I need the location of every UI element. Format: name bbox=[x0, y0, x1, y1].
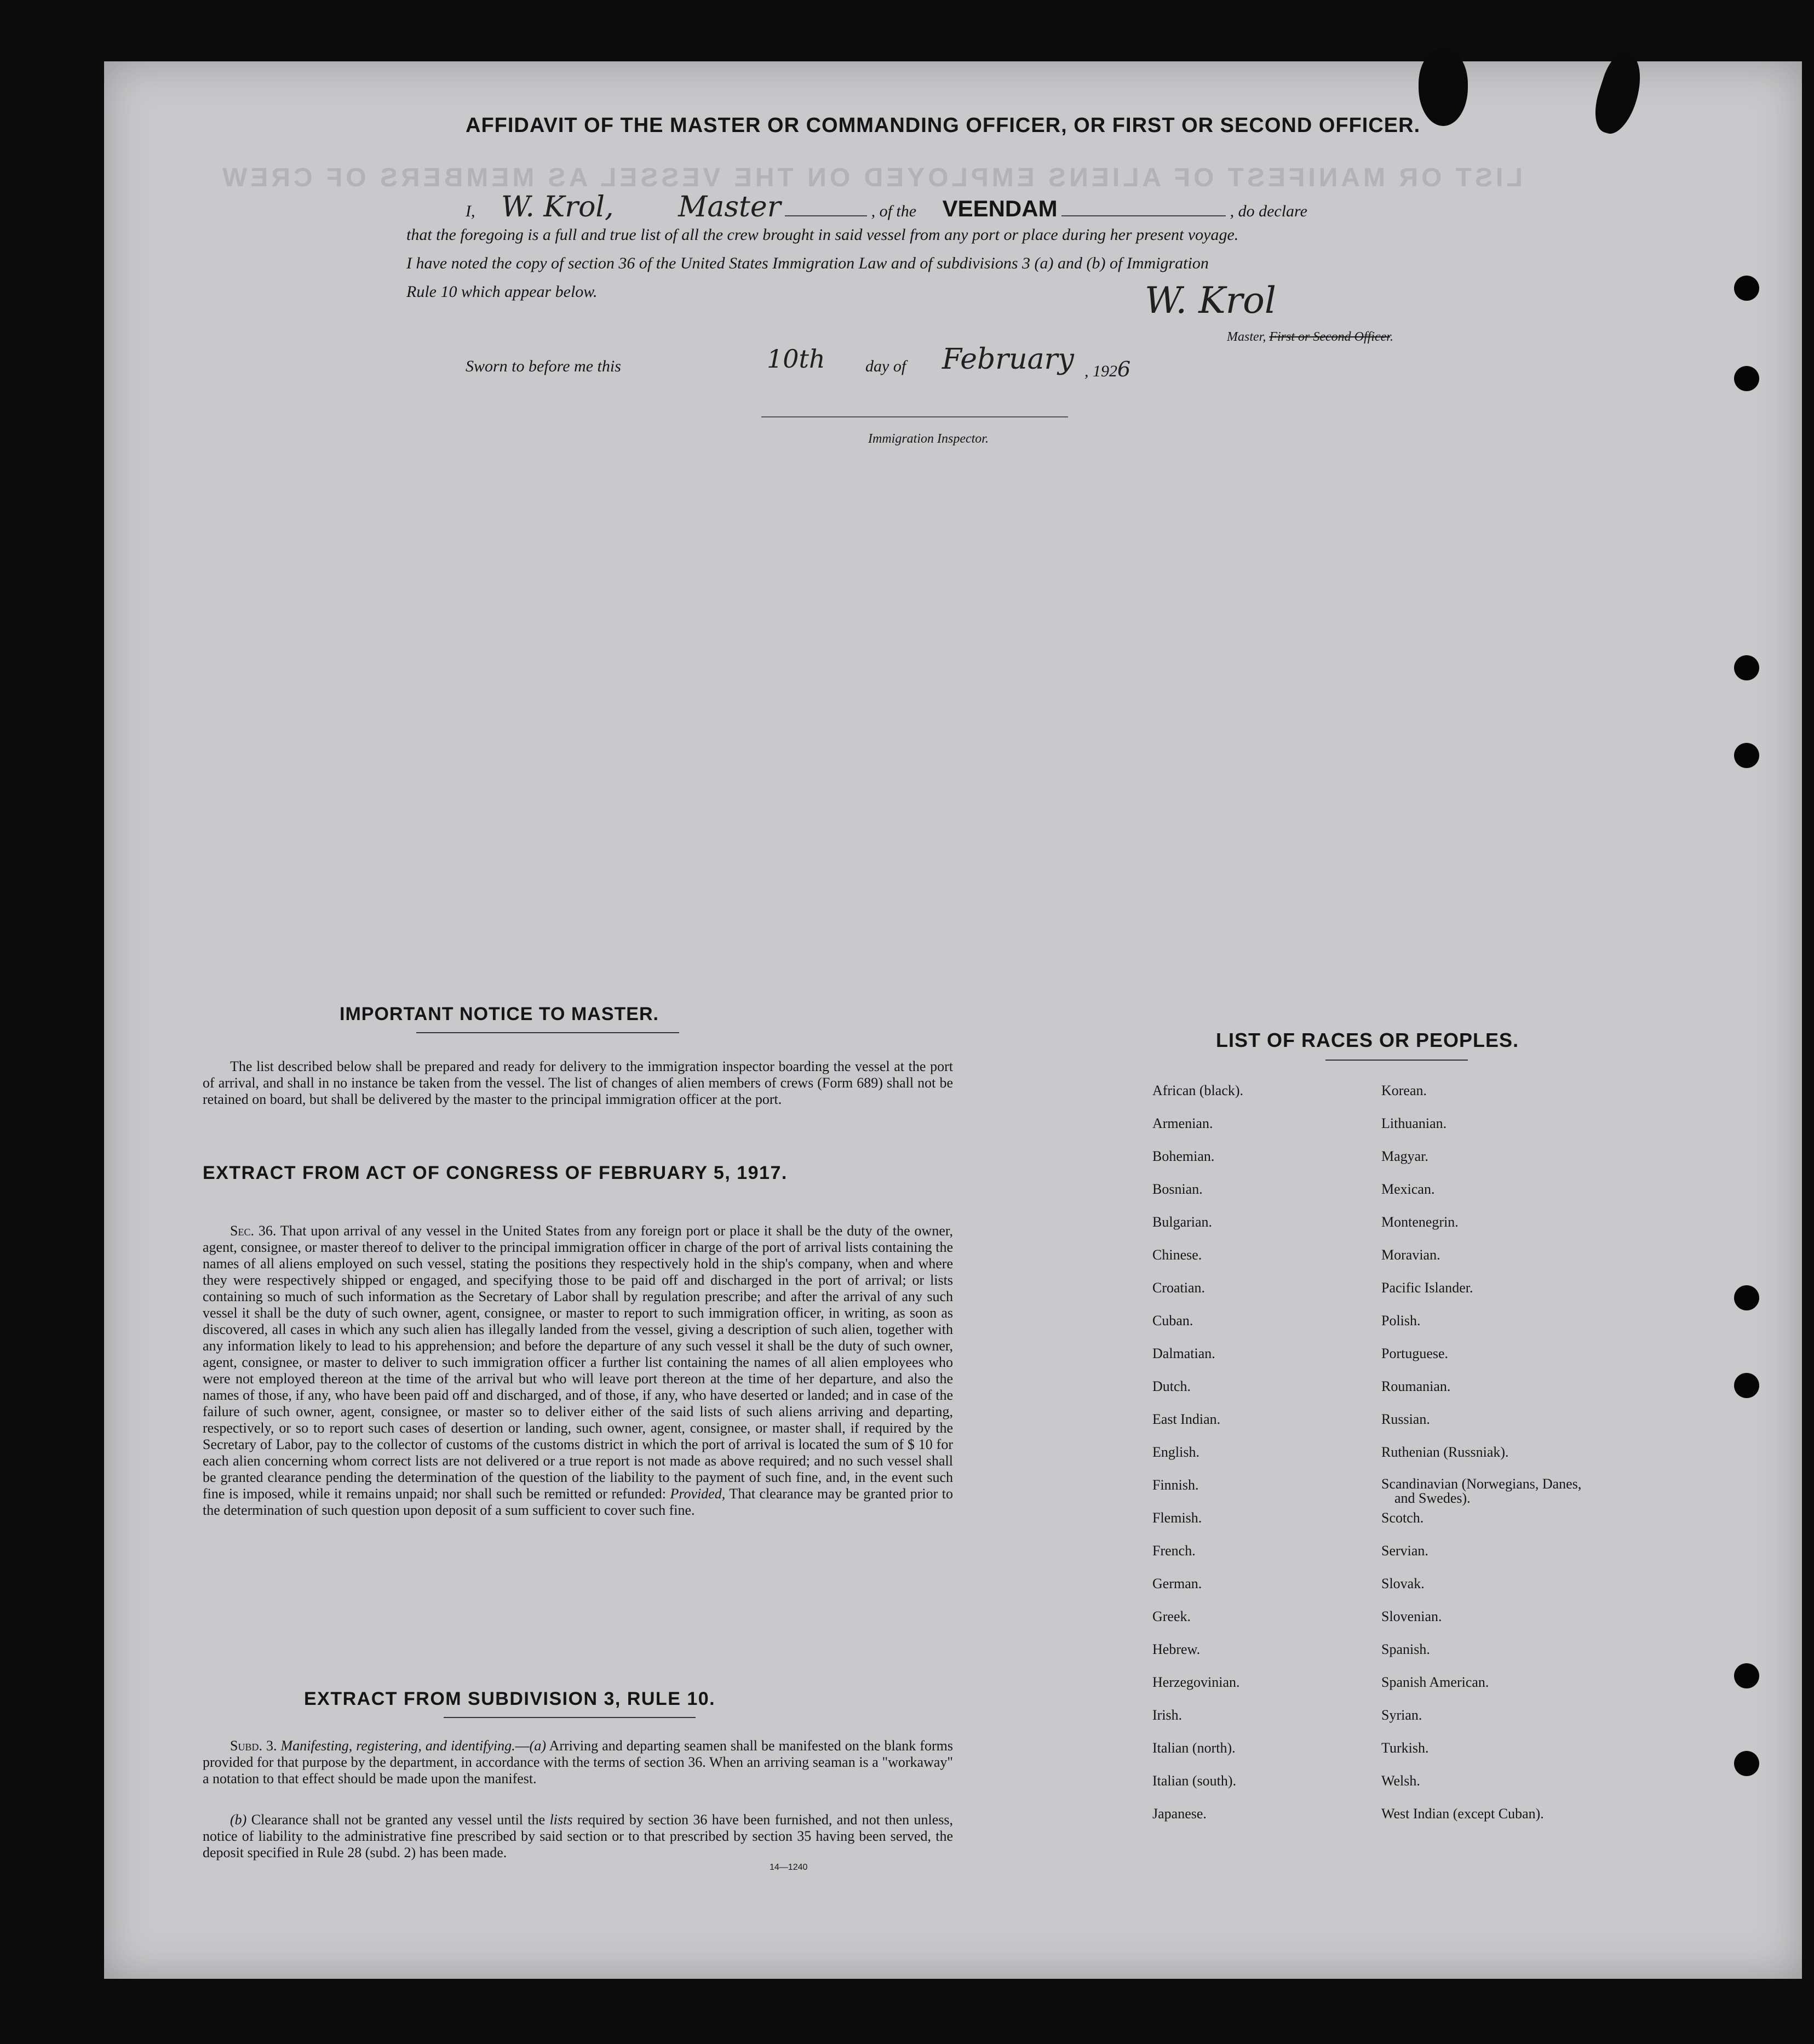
subd-label: Subd. 3. bbox=[230, 1738, 277, 1754]
race-item: Spanish. bbox=[1381, 1641, 1430, 1657]
race-item: Dutch. bbox=[1152, 1378, 1191, 1394]
race-item: Slovenian. bbox=[1381, 1608, 1442, 1624]
race-item: French. bbox=[1152, 1543, 1196, 1559]
race-item: Armenian. bbox=[1152, 1115, 1213, 1131]
vessel-rule bbox=[1061, 215, 1226, 216]
provided-text: That clearance may be granted prior to the determination of such question upon deposit of a sum sufficient to cover such fine. bbox=[203, 1486, 954, 1518]
race-item: Russian. bbox=[1381, 1411, 1430, 1427]
race-item: Polish. bbox=[1381, 1313, 1421, 1329]
master-signature: W. Krol bbox=[1145, 279, 1276, 322]
race-item: Greek. bbox=[1152, 1608, 1191, 1624]
races-title: LIST OF RACES OR PEOPLES. bbox=[1216, 1029, 1519, 1051]
race-item: Roumanian. bbox=[1381, 1378, 1451, 1394]
race-item: East Indian. bbox=[1152, 1411, 1221, 1427]
struck-officer-label: First or Second Officer bbox=[1269, 330, 1390, 344]
punch-hole bbox=[1734, 1751, 1759, 1776]
race-item: Flemish. bbox=[1152, 1510, 1202, 1526]
vessel-name: VEENDAM bbox=[942, 196, 1058, 221]
race-item: Japanese. bbox=[1152, 1806, 1207, 1822]
race-item: Korean. bbox=[1381, 1083, 1427, 1098]
b-text-1: Clearance shall not be granted any vessel until the bbox=[251, 1812, 546, 1828]
declarant-rank: Master bbox=[678, 191, 781, 224]
master-label: Master, bbox=[1227, 330, 1266, 344]
race-item: Ruthenian (Russniak). bbox=[1381, 1444, 1509, 1460]
sworn-month: February bbox=[942, 343, 1074, 376]
rule-a-text: Subd. 3. Manifesting, registering, and identifying.—(a) Arriving and departing seamen shall be manifested on the blank forms provided for that purpose by the department, in accordance with the terms of section 36. When an arriving seaman is a "workaway" a notation to that effect should be made upon the manifest. bbox=[203, 1738, 953, 1787]
declaration-line-2: that the foregoing is a full and true list of all the crew brought in said vessel from any port or place during her present voyage. bbox=[406, 226, 1239, 244]
races-rule bbox=[1325, 1060, 1468, 1061]
race-item: Magyar. bbox=[1381, 1148, 1428, 1164]
race-item: Cuban. bbox=[1152, 1313, 1193, 1329]
race-item: Mexican. bbox=[1381, 1181, 1435, 1197]
punch-hole bbox=[1734, 655, 1759, 680]
race-item: African (black). bbox=[1152, 1083, 1244, 1098]
race-item: Montenegrin. bbox=[1381, 1214, 1459, 1230]
sworn-day: 10th bbox=[767, 344, 825, 374]
sworn-label: Sworn to before me this bbox=[466, 357, 621, 375]
of-the-label: , of the bbox=[871, 202, 917, 220]
rank-rule bbox=[785, 215, 867, 216]
race-item: Dalmatian. bbox=[1152, 1346, 1215, 1361]
punch-hole bbox=[1734, 366, 1759, 391]
race-item: Turkish. bbox=[1381, 1740, 1429, 1756]
notice-title: IMPORTANT NOTICE TO MASTER. bbox=[340, 1004, 659, 1024]
a-label: (a) bbox=[529, 1738, 546, 1754]
bleed-through-heading: LIST OR MANIFEST OF ALIENS EMPLOYED ON THE VESSEL AS MEMBERS OF CREW bbox=[219, 163, 1523, 192]
race-item: Bulgarian. bbox=[1152, 1214, 1213, 1230]
year-digit: 6 bbox=[1117, 357, 1131, 381]
race-item: Herzegovinian. bbox=[1152, 1674, 1240, 1690]
punch-hole bbox=[1734, 1663, 1759, 1688]
rule-rule bbox=[444, 1717, 696, 1718]
races-right-column bbox=[1381, 1083, 1611, 1839]
race-item: Moravian. bbox=[1381, 1247, 1440, 1263]
provided-label: Provided, bbox=[670, 1486, 726, 1502]
rule-b-text bbox=[203, 1812, 953, 1861]
race-item: Croatian. bbox=[1152, 1280, 1205, 1296]
race-item: Lithuanian. bbox=[1381, 1115, 1447, 1131]
punch-hole bbox=[1734, 743, 1759, 768]
ink-blot bbox=[1419, 49, 1468, 126]
race-item: Scotch. bbox=[1381, 1510, 1424, 1526]
form-number: 14—1240 bbox=[770, 1863, 808, 1872]
race-item: Finnish. bbox=[1152, 1477, 1199, 1493]
race-item: Bohemian. bbox=[1152, 1148, 1215, 1164]
declarant-name: W. Krol, bbox=[501, 191, 614, 224]
races-left-column bbox=[1152, 1083, 1243, 1839]
race-item: Servian. bbox=[1381, 1543, 1428, 1559]
race-item: English. bbox=[1152, 1444, 1199, 1460]
race-item: Hebrew. bbox=[1152, 1641, 1201, 1657]
declaration-line-3: I have noted the copy of section 36 of the United States Immigration Law and of subdivisions 3 (a) and (b) of Immigration bbox=[406, 254, 1209, 272]
race-item: Irish. bbox=[1152, 1707, 1182, 1723]
b-text-2: required by section 36 have been furnished, and not then unless, notice of liability to the administrative fine prescribed by said section or to that prescribed by section 35 having been served, the deposit specified in Rule 28 (subd. 2) has been made. bbox=[203, 1812, 954, 1860]
affidavit-title: AFFIDAVIT OF THE MASTER OR COMMANDING OFFICER, OR FIRST OR SECOND OFFICER. bbox=[466, 114, 1421, 137]
sec-body: That upon arrival of any vessel in the United States from any foreign port or place it shall be the duty of the owner, agent, consignee, or master thereof to deliver to the principal immigration officer in charge of the port of arrival lists containing the names of all aliens employed on such vessel, stating the positions they respectively hold in the ship's company, when and where they were respectively shipped or engaged, and specifying those to be paid off and discharged in the port of arrival; or lists containing so much of such information as the Secretary of Labor shall by regulation prescribe; and after the arrival of any such vessel it shall be the duty of such owner, agent, consignee, or master to report to such immigration officer, in writing, as soon as discovered, all cases in which any such alien has illegally landed from the vessel, giving a description of such alien, together with any information likely to lead to his apprehension; and before the departure of any such vessel it shall be the duty of such owner, agent, consignee, or master to deliver to such immigration officer a further list containing the names of all alien employees who were not employed thereon at the time of the arrival but who will leave port thereon at the time of her departure, and also the names of those, if any, who have been paid off and discharged, and of those, if any, who have deserted or landed; and in case of the failure of such owner, agent, consignee, or master so to deliver either of the said lists of such aliens arriving and departing, respectively, or so to report such cases of desertion or landing, such owner, agent, consignee, or master shall, if required by the Secretary of Labor, pay to the collector of customs of the customs district in which the port of arrival is located the sum of $ 10 for each alien concerning whom correct lists are not delivered or a true report is not made as above required; and no such vessel shall be granted clearance pending the determination of the question of the liability to the payment of such fine, and, in the event such fine is imposed, while it remains unpaid; nor shall such be remitted or refunded: bbox=[203, 1223, 953, 1502]
act-title: EXTRACT FROM ACT OF CONGRESS OF FEBRUARY 5, 1917. bbox=[203, 1163, 788, 1183]
race-item: Slovak. bbox=[1381, 1576, 1425, 1591]
race-item: Syrian. bbox=[1381, 1707, 1422, 1723]
notice-rule bbox=[416, 1032, 679, 1033]
a-text: Arriving and departing seamen shall be manifested on the blank forms provided for that purpose by the department, in accordance with the terms of section 36. When an arriving seaman is a "workaway" a notation to that effect should be made upon the manifest. bbox=[203, 1738, 953, 1787]
race-item: Scandinavian (Norwegians, Danes, and Swedes). bbox=[1381, 1476, 1582, 1506]
punch-hole bbox=[1734, 276, 1759, 301]
declaration-line-4: Rule 10 which appear below. bbox=[406, 283, 598, 301]
race-item: German. bbox=[1152, 1576, 1202, 1591]
declaration-line-1 bbox=[466, 191, 1307, 224]
act-text bbox=[203, 1223, 953, 1519]
inspector-label: Immigration Inspector. bbox=[868, 432, 989, 446]
pronoun: I, bbox=[466, 202, 475, 220]
race-item: Italian (south). bbox=[1152, 1773, 1237, 1789]
rule-title: EXTRACT FROM SUBDIVISION 3, RULE 10. bbox=[304, 1688, 716, 1709]
sworn-year bbox=[1084, 357, 1130, 381]
subd-heading: Manifesting, registering, and identifying. bbox=[280, 1738, 515, 1754]
race-item: Bosnian. bbox=[1152, 1181, 1203, 1197]
race-item: Chinese. bbox=[1152, 1247, 1202, 1263]
race-item: Italian (north). bbox=[1152, 1740, 1236, 1756]
inspector-rule bbox=[761, 416, 1068, 417]
day-of-label: day of bbox=[865, 357, 906, 375]
manifest-sheet bbox=[104, 61, 1802, 1979]
year-prefix: , 192 bbox=[1084, 362, 1117, 380]
race-item: Spanish American. bbox=[1381, 1674, 1489, 1690]
b-label: (b) bbox=[230, 1812, 247, 1828]
sec-label: Sec. 36. bbox=[230, 1223, 277, 1239]
race-item: West Indian (except Cuban). bbox=[1381, 1806, 1544, 1822]
punch-hole bbox=[1734, 1373, 1759, 1398]
do-declare-label: , do declare bbox=[1230, 202, 1307, 220]
b-lists: lists bbox=[549, 1812, 573, 1828]
punch-hole bbox=[1734, 1285, 1759, 1310]
race-item: Welsh. bbox=[1381, 1773, 1420, 1789]
notice-text: The list described below shall be prepared and ready for delivery to the immigration inspector boarding the vessel at the port of arrival, and shall in no instance be taken from the vessel. The list of changes of alien members of crews (Form 689) shall not be retained on board, but shall be delivered by the master to the principal immigration officer at the port. bbox=[203, 1058, 953, 1107]
officer-title-line: Master, First or Second Officer. bbox=[1227, 330, 1393, 344]
race-item: Portuguese. bbox=[1381, 1346, 1449, 1361]
race-item: Pacific Islander. bbox=[1381, 1280, 1473, 1296]
